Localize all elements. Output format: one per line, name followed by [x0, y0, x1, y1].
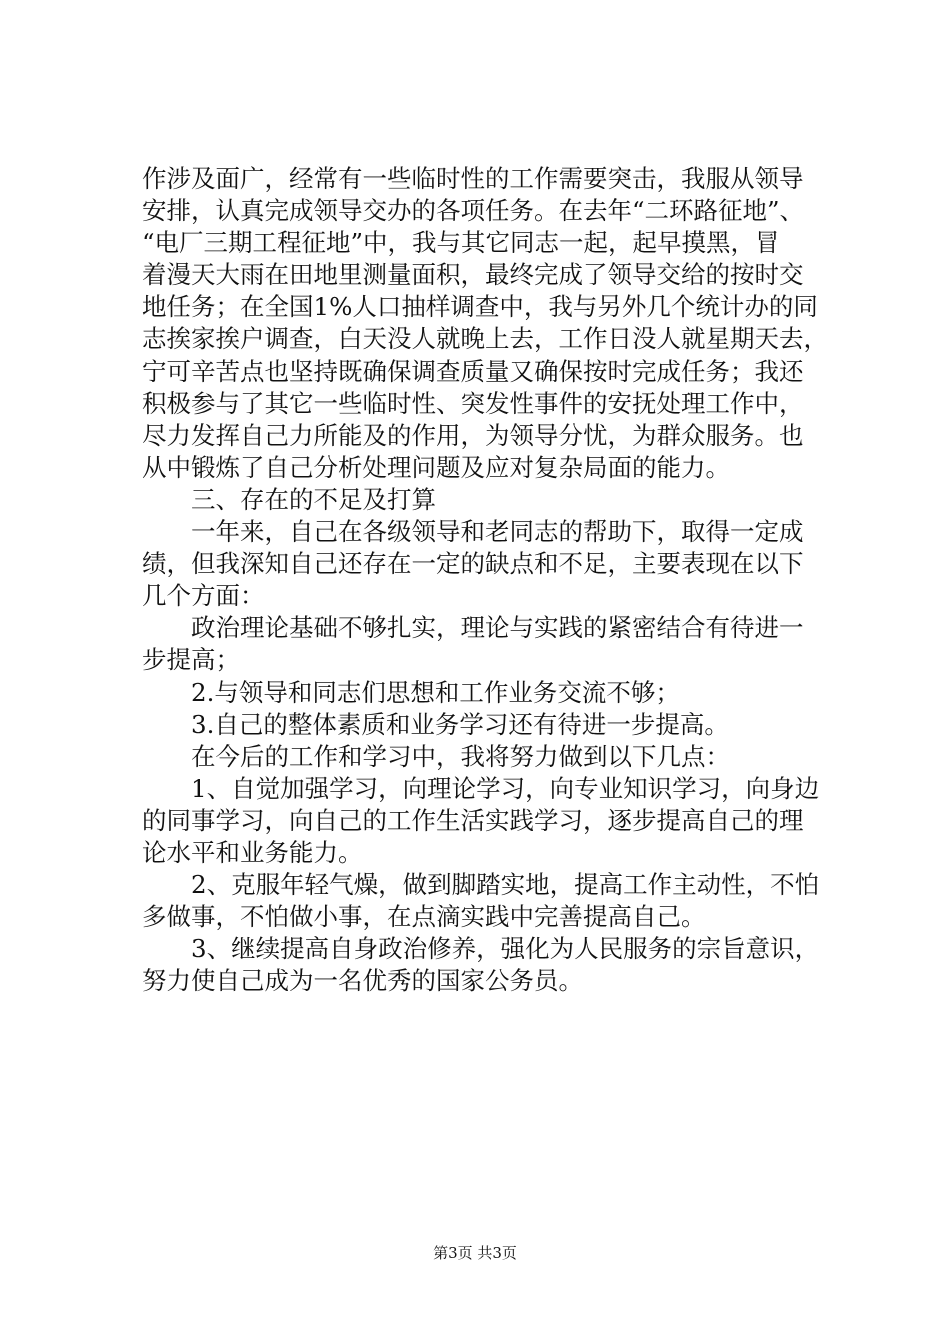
text-line: 多做事，不怕做小事，在点滴实践中完善提高自己。 [142, 902, 706, 932]
text-line: 志挨家挨户调查，白天没人就晚上去，工作日没人就星期天去， [142, 324, 828, 354]
text-line: 几个方面： [142, 581, 265, 611]
document-body [142, 163, 842, 997]
text-line: 积极参与了其它一些临时性、突发性事件的安抚处理工作中， [142, 388, 804, 418]
text-line: “电厂三期工程征地”中，我与其它同志一起，起早摸黑，冒 [142, 228, 780, 258]
text-line: 步提高； [142, 645, 240, 675]
text-line: 的同事学习，向自己的工作生活实践学习，逐步提高自己的理 [142, 805, 804, 835]
text-line: 尽力发挥自己力所能及的作用，为领导分忧，为群众服务。也 [142, 420, 804, 450]
text-line: 着漫天大雨在田地里测量面积，最终完成了领导交给的按时交 [142, 260, 804, 290]
text-line: 从中锻炼了自己分析处理问题及应对复杂局面的能力。 [142, 452, 730, 482]
text-line: 作涉及面广，经常有一些临时性的工作需要突击，我服从领导 [142, 164, 804, 193]
text-line: 宁可辛苦点也坚持既确保调查质量又确保按时完成任务；我还 [142, 356, 804, 386]
text-line: 一年来，自己在各级领导和老同志的帮助下，取得一定成 [142, 517, 804, 547]
section-heading: 三、存在的不足及打算 [142, 484, 436, 514]
text-line: 安排，认真完成领导交办的各项任务。在去年“二环路征地”、 [142, 196, 805, 226]
list-item: 2.与领导和同志们思想和工作业务交流不够； [142, 677, 680, 707]
page-number-footer: 第3页 共3页 [433, 1244, 517, 1262]
text-line: 努力使自己成为一名优秀的国家公务员。 [142, 966, 583, 996]
list-item: 1、自觉加强学习，向理论学习，向专业知识学习，向身边 [142, 773, 820, 803]
text-line: 地任务；在全国1%人口抽样调查中，我与另外几个统计办的同 [142, 292, 818, 322]
text-line: 论水平和业务能力。 [142, 837, 363, 867]
list-item: 3.自己的整体素质和业务学习还有待进一步提高。 [142, 709, 729, 739]
list-item: 2、克服年轻气燥，做到脚踏实地，提高工作主动性，不怕 [142, 870, 820, 900]
text-line: 政治理论基础不够扎实，理论与实践的紧密结合有待进一 [142, 613, 804, 643]
text-line: 在今后的工作和学习中，我将努力做到以下几点： [142, 741, 730, 771]
list-item: 3、继续提高自身政治修养，强化为人民服务的宗旨意识， [142, 934, 820, 964]
text-line: 绩，但我深知自己还存在一定的缺点和不足，主要表现在以下 [142, 549, 804, 579]
